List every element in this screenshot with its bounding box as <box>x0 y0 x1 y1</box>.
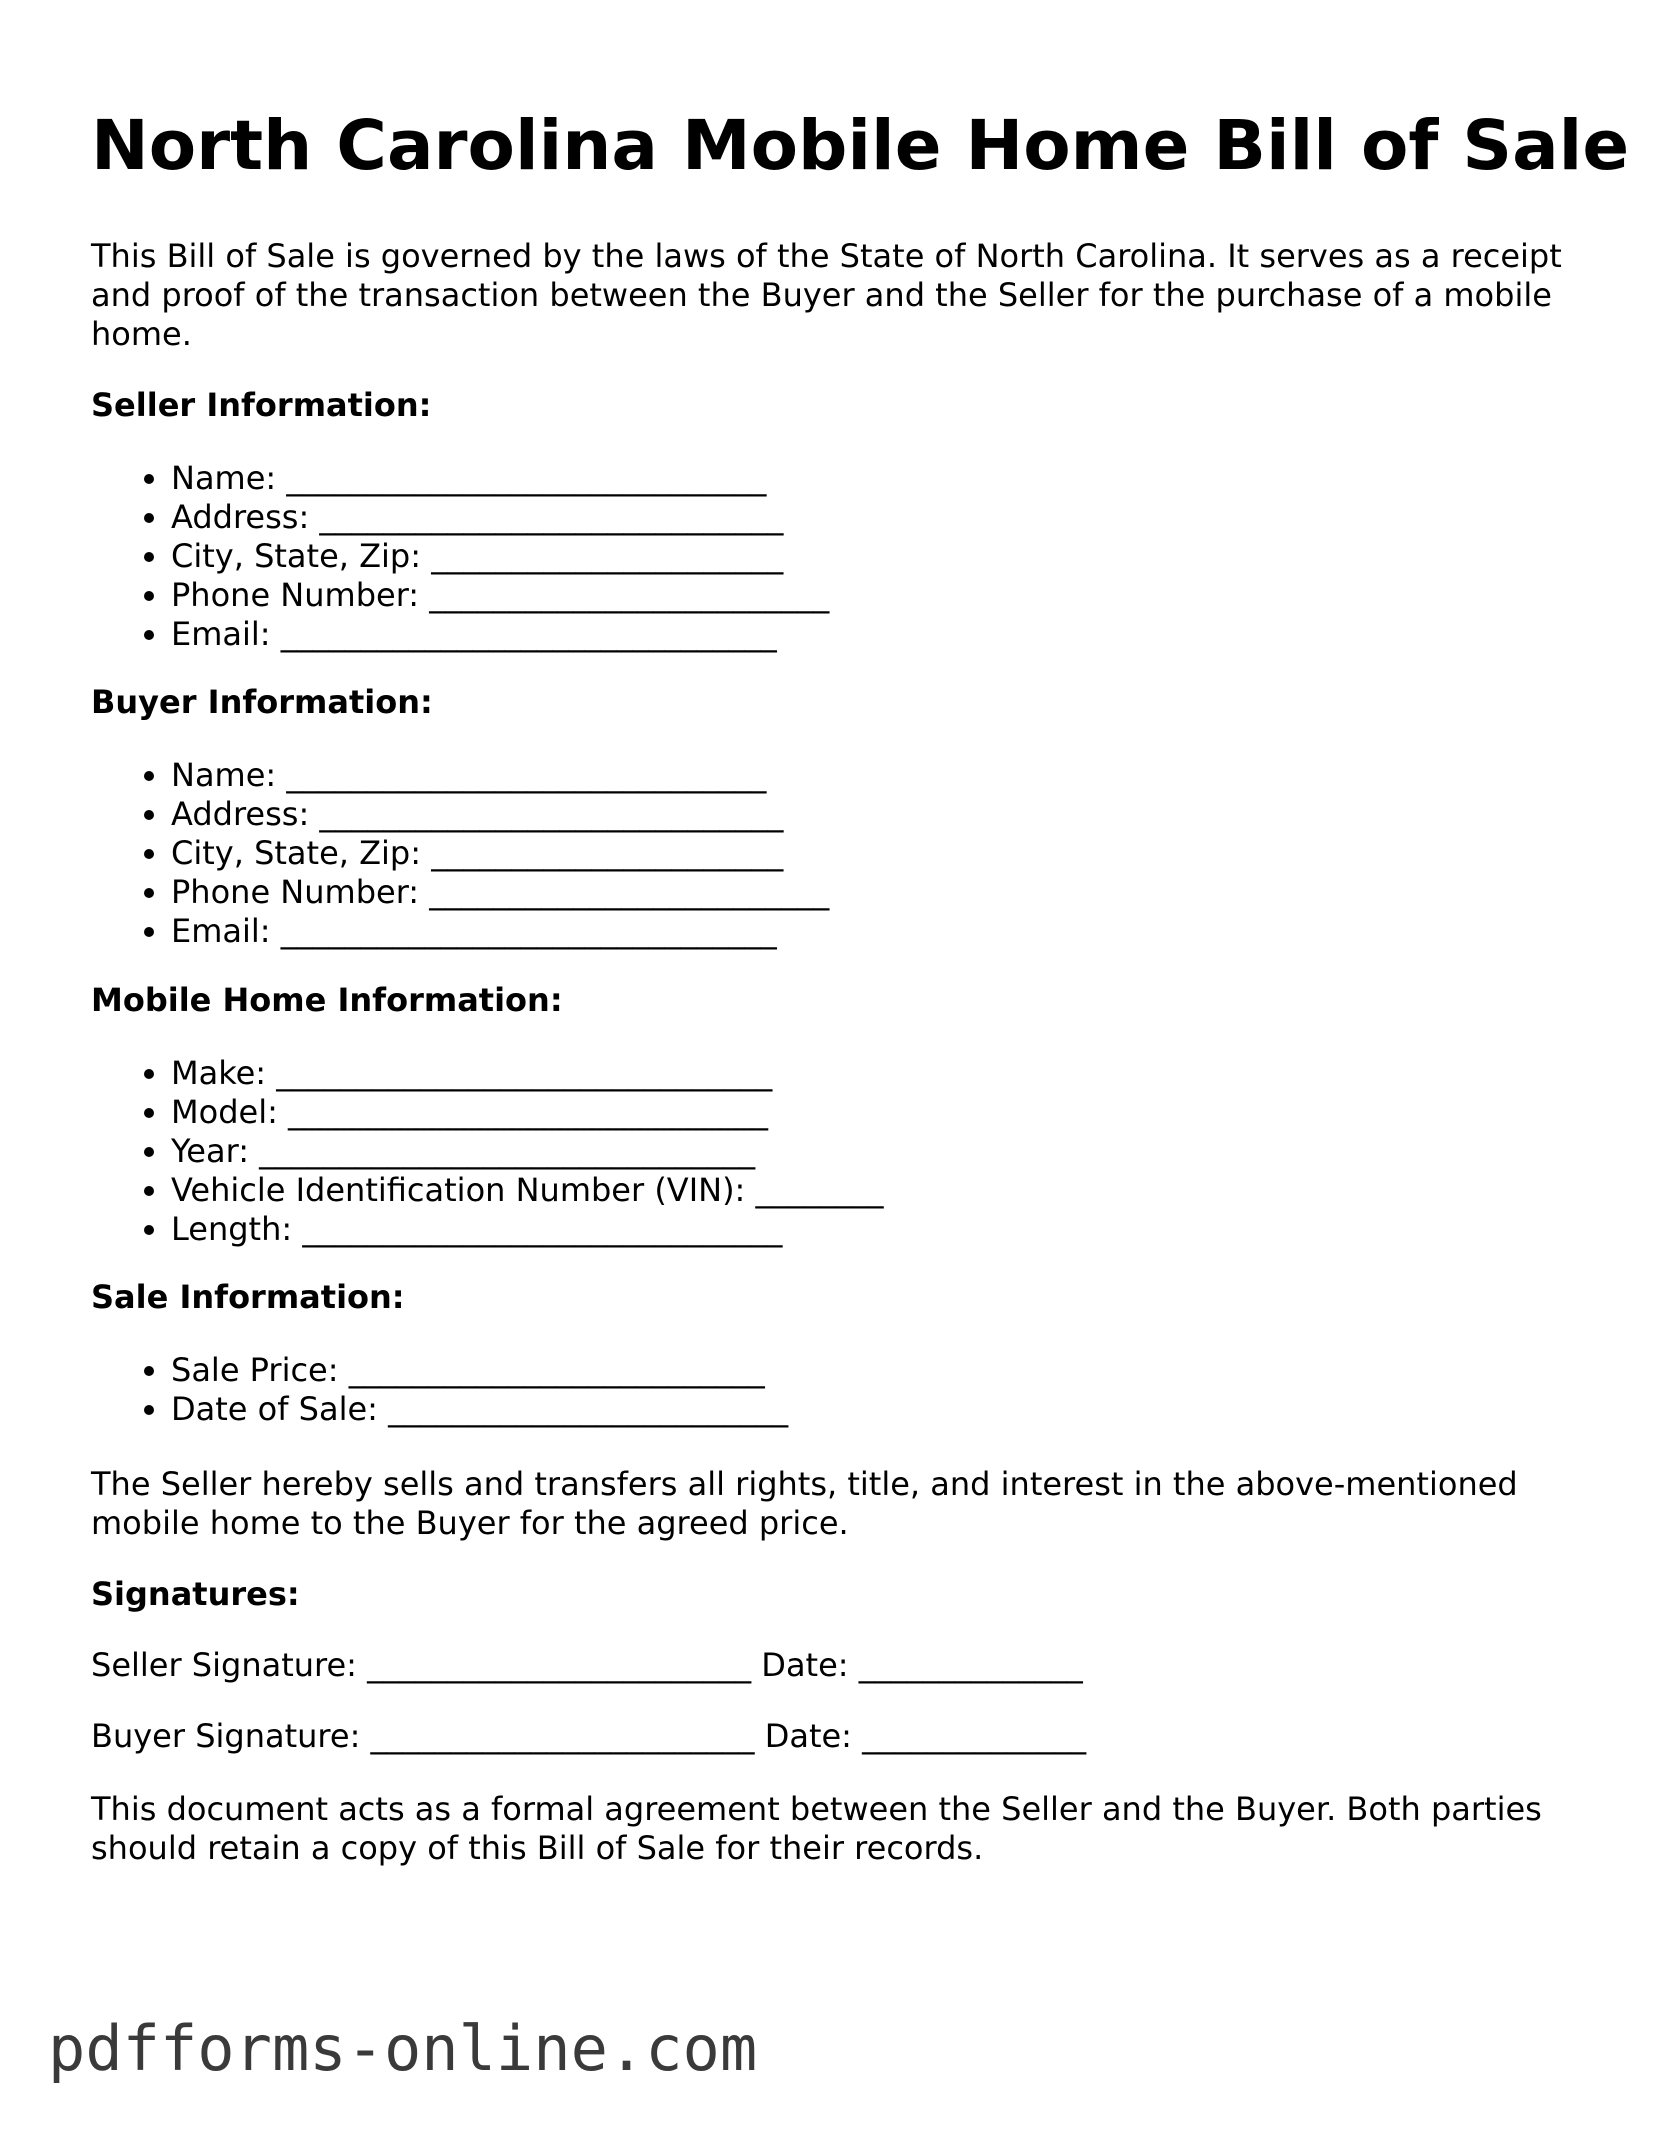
buyer-fields <box>91 756 829 951</box>
buyer-signature-row <box>91 1717 1086 1756</box>
seller-email-field[interactable]: • Email: _______________________________ <box>171 615 829 654</box>
intro-paragraph: This Bill of Sale is governed by the laws of the State of North Carolina. It serves as a receipt and proof of the transaction between the Buyer and the Seller for the purchase of a mobile home. <box>91 237 1562 353</box>
document-title: North Carolina Mobile Home Bill of Sale <box>91 106 1630 186</box>
seller-fields <box>91 459 829 654</box>
buyer-name-field[interactable]: • Name: ______________________________ <box>171 756 829 795</box>
closing-paragraph: This document acts as a formal agreement between the Seller and the Buyer. Both parties should retain a copy of this Bill of Sale for their records. <box>91 1790 1542 1867</box>
buyer-signature-field[interactable]: ________________________ <box>370 1717 755 1755</box>
buyer-phone-field[interactable]: • Phone Number: _________________________ <box>171 873 829 912</box>
length-field[interactable]: • Length: ______________________________ <box>171 1210 884 1249</box>
date-of-sale-field[interactable]: • Date of Sale: _________________________ <box>171 1390 788 1429</box>
transfer-paragraph: The Seller hereby sells and transfers all rights, title, and interest in the above-mentioned mobile home to the Buyer for the agreed price. <box>91 1465 1518 1542</box>
seller-name-field[interactable]: • Name: ______________________________ <box>171 459 829 498</box>
signatures-heading: Signatures: <box>91 1575 300 1613</box>
seller-address-field[interactable]: • Address: _____________________________ <box>171 498 829 537</box>
buyer-heading: Buyer Information: <box>91 683 433 721</box>
year-field[interactable]: • Year: _______________________________ <box>171 1132 884 1171</box>
make-field[interactable]: • Make: _______________________________ <box>171 1054 884 1093</box>
seller-city-state-zip-field[interactable]: • City, State, Zip: ______________________ <box>171 537 829 576</box>
watermark: pdfforms-online.com <box>48 2012 758 2085</box>
buyer-email-field[interactable]: • Email: _______________________________ <box>171 912 829 951</box>
buyer-city-state-zip-field[interactable]: • City, State, Zip: ______________________ <box>171 834 829 873</box>
seller-signature-field[interactable]: ________________________ <box>367 1646 752 1684</box>
sale-heading: Sale Information: <box>91 1278 405 1316</box>
seller-phone-field[interactable]: • Phone Number: _________________________ <box>171 576 829 615</box>
seller-date-label: Date: <box>761 1646 849 1684</box>
model-field[interactable]: • Model: ______________________________ <box>171 1093 884 1132</box>
sale-price-field[interactable]: • Sale Price: __________________________ <box>171 1351 788 1390</box>
buyer-date-field[interactable]: ______________ <box>862 1717 1087 1755</box>
seller-signature-label: Seller Signature: <box>91 1646 357 1684</box>
buyer-address-field[interactable]: • Address: _____________________________ <box>171 795 829 834</box>
seller-heading: Seller Information: <box>91 386 432 424</box>
buyer-date-label: Date: <box>764 1717 852 1755</box>
mobile-home-heading: Mobile Home Information: <box>91 981 563 1019</box>
buyer-signature-label: Buyer Signature: <box>91 1717 361 1755</box>
sale-fields <box>91 1351 788 1429</box>
seller-date-field[interactable]: ______________ <box>858 1646 1083 1684</box>
seller-signature-row <box>91 1646 1083 1685</box>
mobile-home-fields <box>91 1054 884 1249</box>
vin-field[interactable]: • Vehicle Identification Number (VIN): ________ <box>171 1171 884 1210</box>
